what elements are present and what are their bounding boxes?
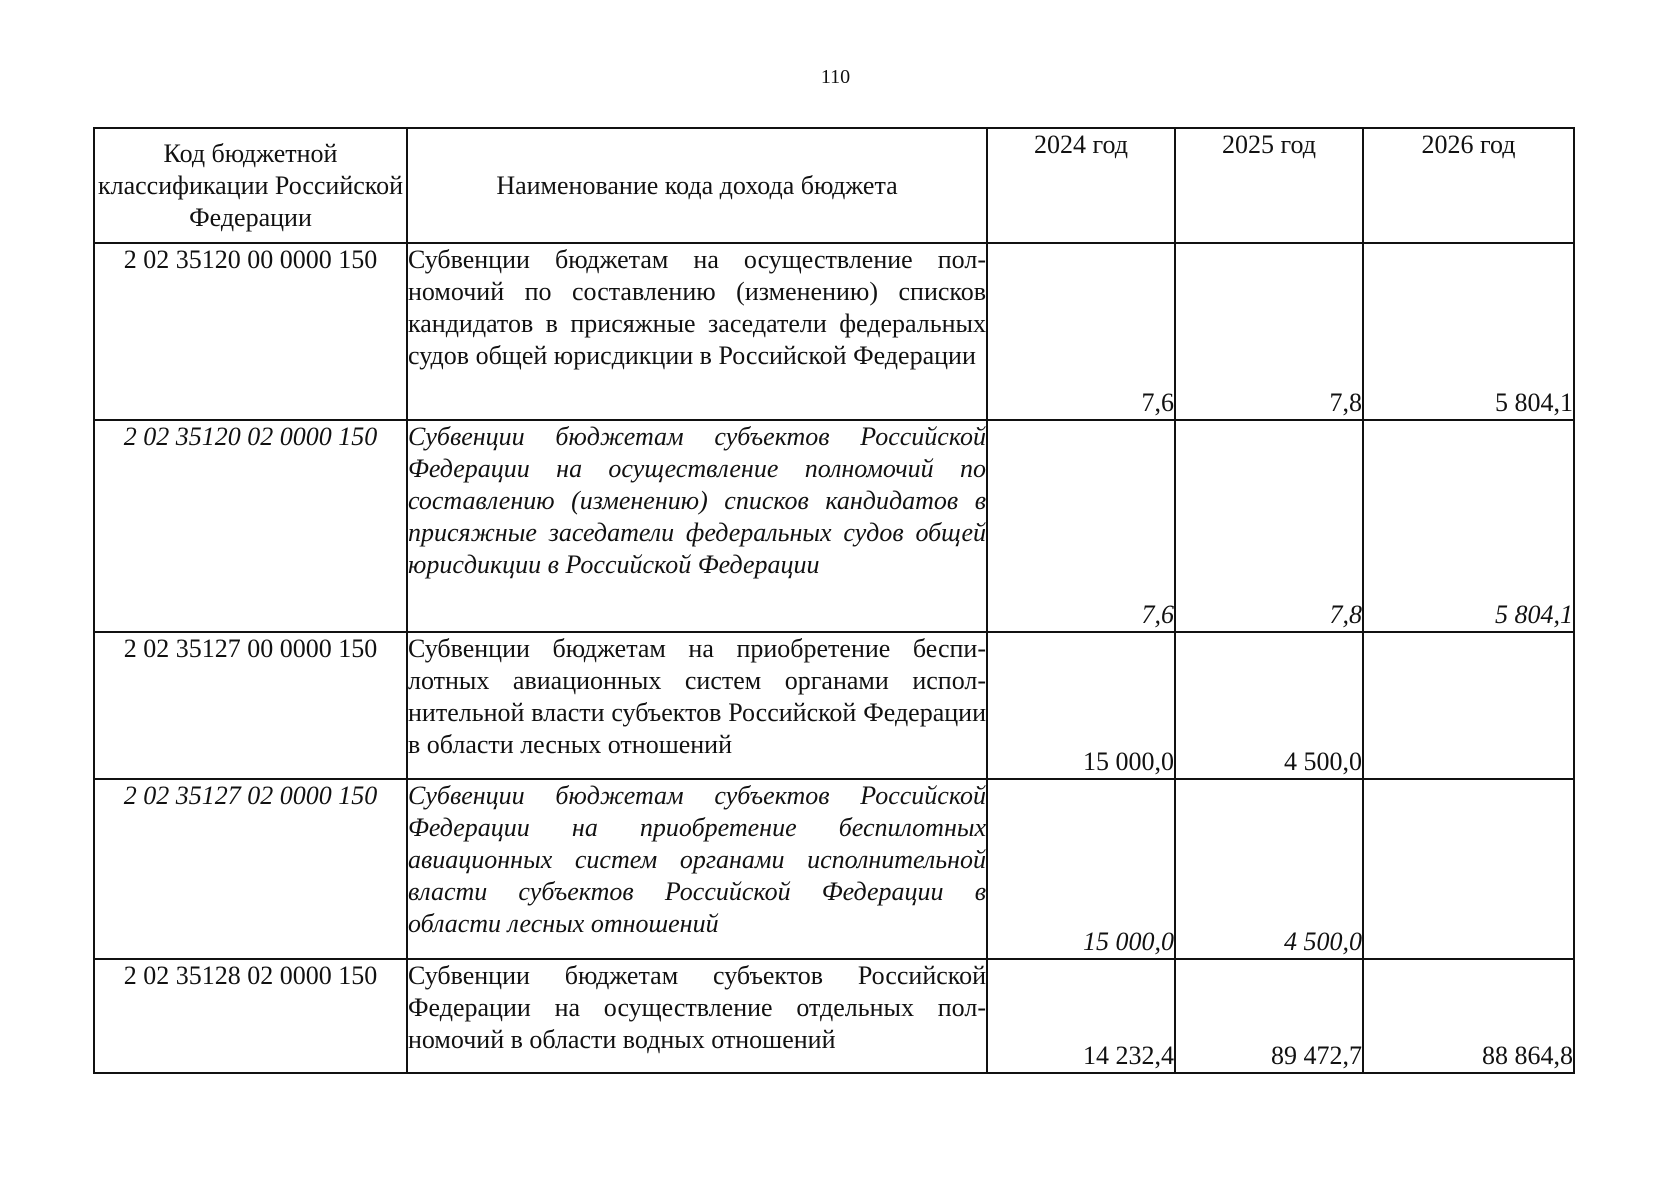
cell-code: 2 02 35127 00 0000 150 [94, 632, 407, 779]
cell-2024: 15 000,0 [987, 632, 1175, 779]
cell-name: Субвенции бюджетам субъектов Российской Федерации на осуществление отдельных полномочий в области водных отношений [407, 959, 987, 1073]
cell-2026 [1363, 632, 1574, 779]
budget-revenue-table [93, 127, 1575, 1074]
cell-2025: 7,8 [1175, 243, 1363, 420]
cell-2024: 7,6 [987, 243, 1175, 420]
header-name: Наименование кода дохода бюджета [407, 128, 987, 243]
cell-2026 [1363, 779, 1574, 959]
cell-2025: 7,8 [1175, 420, 1363, 632]
cell-2025: 4 500,0 [1175, 632, 1363, 779]
cell-code: 2 02 35120 00 0000 150 [94, 243, 407, 420]
cell-2026: 88 864,8 [1363, 959, 1574, 1073]
cell-name: Субвенции бюджетам субъектов Российской Федерации на осуществление полномочий по составлению (изменению) списков кандидатов в присяжные заседатели федеральных судов общей юрисдикции в Российской Федерации [407, 420, 987, 632]
cell-2026: 5 804,1 [1363, 420, 1574, 632]
cell-code: 2 02 35128 02 0000 150 [94, 959, 407, 1073]
page-number: 110 [820, 66, 851, 88]
cell-code: 2 02 35127 02 0000 150 [94, 779, 407, 959]
table-header-row [94, 128, 1574, 243]
cell-name: Субвенции бюджетам субъектов Российской Федерации на приобретение беспилотных авиационных систем органами исполнительной власти субъектов Российской Федерации в области лесных отношений [407, 779, 987, 959]
cell-2026: 5 804,1 [1363, 243, 1574, 420]
header-year-2025: 2025 год [1175, 128, 1363, 243]
cell-2024: 15 000,0 [987, 779, 1175, 959]
cell-2025: 89 472,7 [1175, 959, 1363, 1073]
cell-name: Субвенции бюджетам на осуществление полномочий по составлению (изменению) списков кандидатов в присяжные заседатели федеральных судов общей юрисдикции в Российской Федерации [407, 243, 987, 420]
cell-2025: 4 500,0 [1175, 779, 1363, 959]
cell-name: Субвенции бюджетам на приобретение беспилотных авиационных систем органами исполнительной власти субъектов Российской Федерации в области лесных отношений [407, 632, 987, 779]
header-code: Код бюджетной классификации Российской Федерации [94, 128, 407, 243]
table-row [94, 779, 1574, 959]
cell-code: 2 02 35120 02 0000 150 [94, 420, 407, 632]
header-year-2024: 2024 год [987, 128, 1175, 243]
table-row [94, 243, 1574, 420]
table-row [94, 959, 1574, 1073]
table-row [94, 420, 1574, 632]
table-row [94, 632, 1574, 779]
header-year-2026: 2026 год [1363, 128, 1574, 243]
cell-2024: 14 232,4 [987, 959, 1175, 1073]
cell-2024: 7,6 [987, 420, 1175, 632]
